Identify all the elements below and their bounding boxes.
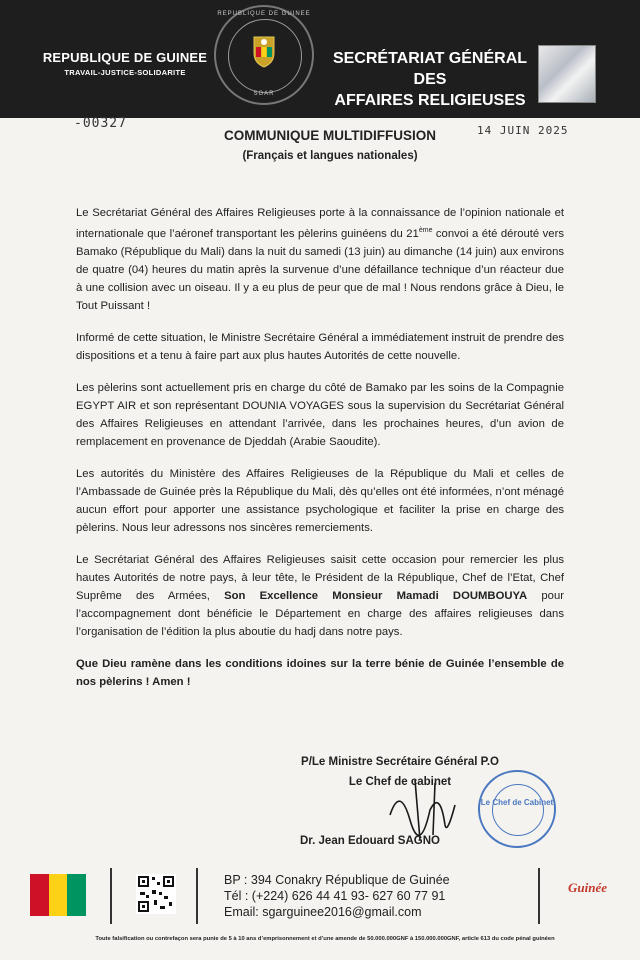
signature-line-2: Le Chef de cabinet	[348, 776, 452, 788]
seal-bottom-text: SGAR	[253, 91, 275, 97]
qr-code-icon	[136, 874, 176, 914]
ministry-title-line1: SECRÉTARIAT GÉNÉRAL DES	[332, 50, 528, 88]
paragraph-6: Que Dieu ramène dans les conditions idoines sur la terre bénie de Guinée l’ensemble de nos pèlerins ! Amen !	[76, 657, 564, 688]
letterhead-left	[30, 50, 220, 77]
republic-title: REPUBLIQUE DE GUINEE	[42, 50, 208, 65]
letterhead-band	[0, 0, 640, 118]
guinee-brand-logo: Guinée	[568, 880, 607, 895]
document-subtitle: (Français et langues nationales)	[242, 150, 418, 162]
guinea-flag-icon	[30, 874, 86, 916]
hologram-sticker	[538, 45, 596, 103]
sgar-seal-logo	[214, 5, 314, 105]
paragraph-5: Le Secrétariat Général des Affaires Religieuses saisit cette occasion pour remercier les plus hautes Autorités de notre pays, à leur tête, le Président de la République, Chef de l’Etat, Chef Suprême des Armées, Son Excellence Monsieur Mamadi DOUMBOUYA pour l’accompagnement dont bénéficie le Département en charge des affaires religieuses dans l’organisation de l’édition la plus aboutie du hadj dans notre pays.	[76, 553, 564, 638]
ministry-title-line2: AFFAIRES RELIGIEUSES	[334, 92, 526, 109]
flag-green-stripe	[67, 874, 86, 916]
coat-of-arms-icon	[250, 33, 278, 69]
paragraph-1: Le Secrétariat Général des Affaires Religieuses porte à la connaissance de l’opinion nationale et internationale que l’aéronef transportant les pèlerins guinéens du 21ème convoi a été dérouté vers Bamako (République du Mali) dans la nuit du samedi (13 juin) au dimanche (14 juin) aux environs de quatre (04) heures du matin après la survenue d’une défaillance technique d’un réacteur due à une collision avec un oiseau. Il y a eu plus de peur que de mal ! Nous rendons grâce à Dieu, le Tout Puissant !	[76, 207, 564, 312]
email-address: Email: sgarguinee2016@gmail.com	[224, 905, 422, 919]
legal-notice: Toute falsification ou contrefaçon sera punie de 5 à 10 ans d’emprisonnement et d’une amende de 50.000.000GNF à 150.000.000GNF, article 613 du code pénal guinéen	[95, 936, 555, 942]
footer-divider	[538, 868, 540, 924]
document-body	[76, 204, 564, 705]
document-date: 14 JUIN 2025	[477, 124, 569, 137]
letterhead-right	[330, 48, 530, 111]
reference-number: -00327	[74, 116, 127, 131]
paragraph-2: Informé de cette situation, le Ministre Secrétaire Général a immédiatement instruit de prendre des dispositions et a tenu à faire part aux plus hautes Autorités de cette nouvelle.	[76, 331, 564, 362]
signatory-name: Dr. Jean Edouard SAGNO	[300, 835, 440, 847]
paragraph-4: Les autorités du Ministère des Affaires Religieuses de la République du Mali et celles de l’Ambassade de Guinée près la République du Mali, dès qu’elles ont été informées, n’ont ménagé aucun effort pour apporter une assistance psychologique et faciliter la prise en charge des pèlerins. Nous leur adressons nos sincères remerciements.	[76, 467, 564, 534]
republic-motto: TRAVAIL-JUSTICE-SOLIDARITE	[64, 68, 186, 77]
contact-info	[224, 872, 504, 920]
document-title: COMMUNIQUE MULTIDIFFUSION	[224, 128, 436, 143]
postal-address: BP : 394 Conakry République de Guinée	[224, 873, 450, 887]
footer-divider	[196, 868, 198, 924]
stamp-text: Le Chef de Cabinet	[480, 798, 554, 807]
signature-line-1: P/Le Ministre Secrétaire Général P.O	[301, 756, 499, 768]
flag-yellow-stripe	[49, 874, 68, 916]
stamp-inner-ring	[492, 784, 544, 836]
flag-red-stripe	[30, 874, 49, 916]
paragraph-3: Les pèlerins sont actuellement pris en charge du côté de Bamako par les soins de la Compagnie EGYPT AIR et son représentant DOUNIA VOYAGES sous la supervision du Secrétariat Général des Affaires Religieuses en attendant l’arrivée, dans les prochaines heures, d’un avion de remplacement en provenance de Djeddah (Arabie Saoudite).	[76, 381, 564, 448]
seal-top-text: REPUBLIQUE DE GUINEE	[217, 11, 311, 17]
phone-numbers: Tél : (+224) 626 44 41 93- 627 60 77 91	[224, 889, 446, 903]
footer-divider	[110, 868, 112, 924]
